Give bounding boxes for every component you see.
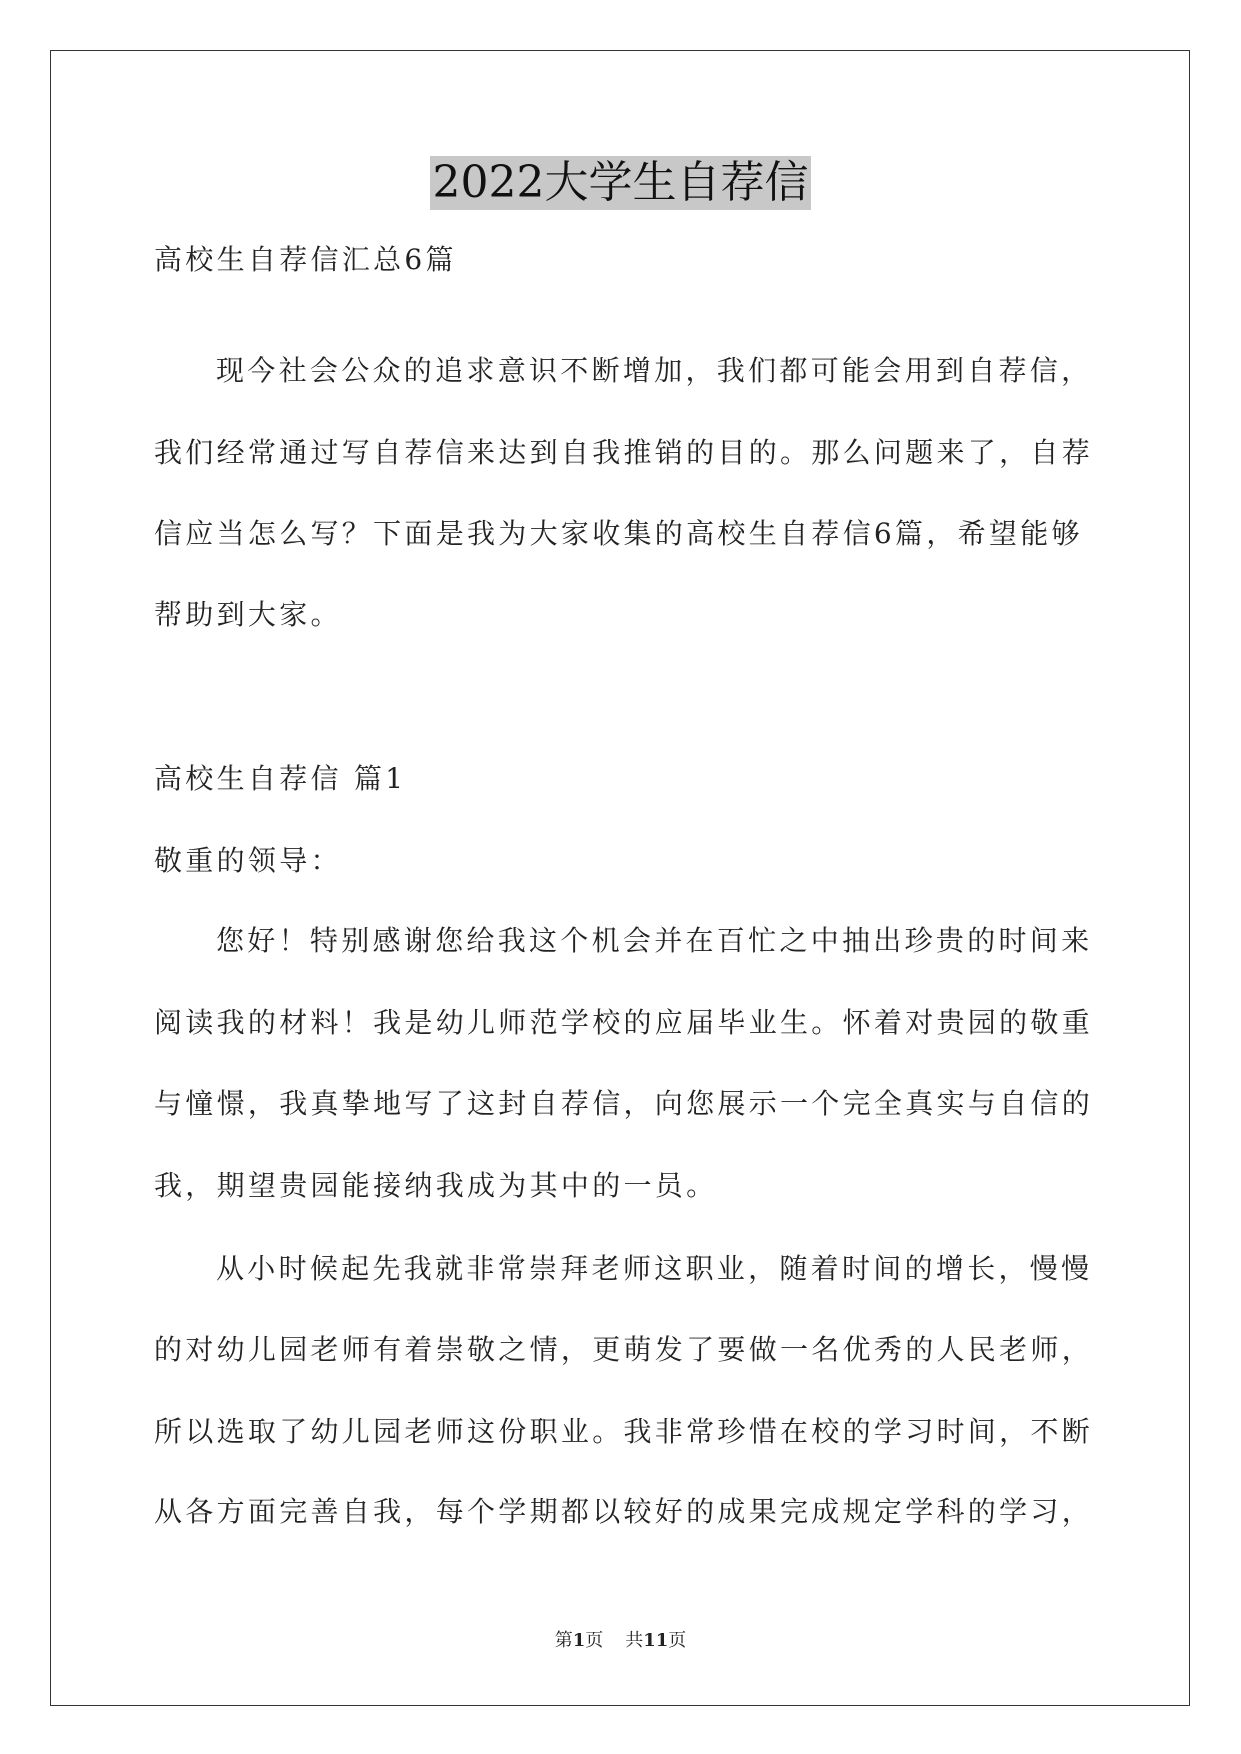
page-total-label (625, 1630, 686, 1651)
paragraph-line: 帮助到大家。 (154, 598, 342, 631)
salutation: 敬重的领导： (154, 844, 342, 877)
page-prefix: 第 (554, 1630, 573, 1651)
paragraph-line: 从小时候起先我就非常崇拜老师这职业，随着时间的增长，慢慢 (216, 1252, 1093, 1285)
paragraph-line: 的对幼儿园老师有着崇敬之情，更萌发了要做一名优秀的人民老师， (154, 1333, 1094, 1366)
paragraph-line: 所以选取了幼儿园老师这份职业。我非常珍惜在校的学习时间，不断 (154, 1415, 1094, 1448)
page-suffix: 页 (585, 1630, 604, 1651)
page-number-label (555, 1630, 604, 1651)
paragraph-line: 从各方面完善自我，每个学期都以较好的成果完成规定学科的学习， (154, 1495, 1094, 1528)
paragraph-line: 与憧憬，我真挚地写了这封自荐信，向您展示一个完全真实与自信的 (154, 1087, 1094, 1120)
document-title: 2022大学生自荐信 (430, 156, 812, 210)
section-heading: 高校生自荐信 篇1 (154, 762, 407, 795)
paragraph-line: 我，期望贵园能接纳我成为其中的一员。 (154, 1169, 718, 1202)
page-number: 1 (572, 1630, 586, 1651)
total-pages: 11 (643, 1630, 669, 1651)
paragraph-line: 阅读我的材料！我是幼儿师范学校的应届毕业生。怀着对贵园的敬重 (154, 1006, 1094, 1039)
paragraph-line: 您好！特别感谢您给我这个机会并在百忙之中抽出珍贵的时间来 (216, 924, 1093, 957)
title-container (0, 156, 1241, 210)
document-subtitle: 高校生自荐信汇总6篇 (154, 243, 457, 276)
paragraph-line: 现今社会公众的追求意识不断增加，我们都可能会用到自荐信， (216, 354, 1093, 387)
paragraph-line: 我们经常通过写自荐信来达到自我推销的目的。那么问题来了，自荐 (154, 436, 1094, 469)
page-footer (0, 1629, 1241, 1653)
total-prefix: 共 (625, 1630, 644, 1651)
paragraph-line: 信应当怎么写？下面是我为大家收集的高校生自荐信6篇，希望能够 (154, 517, 1083, 550)
total-suffix: 页 (668, 1630, 687, 1651)
